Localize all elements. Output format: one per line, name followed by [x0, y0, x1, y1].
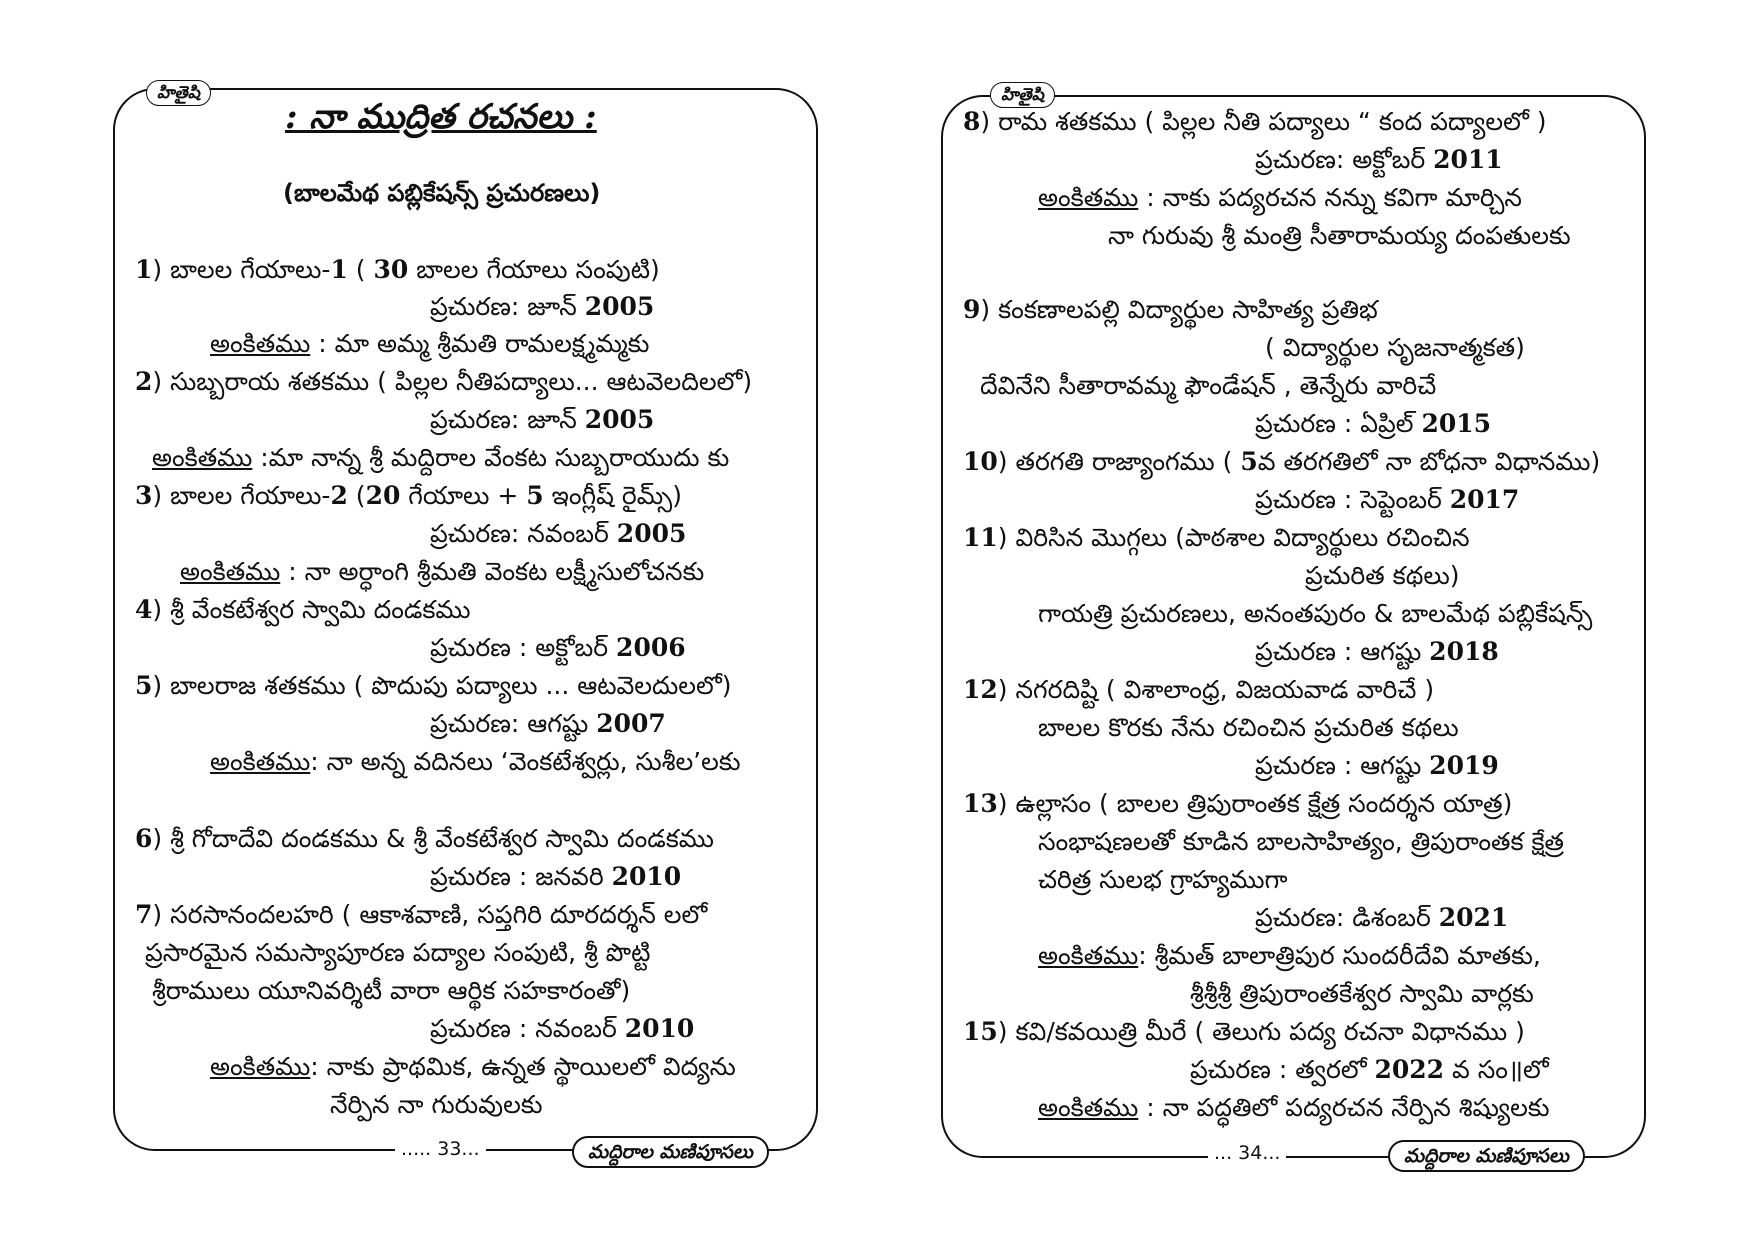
right-line-0: 8) రామ శతకము ( పిల్లల నీతి పద్యాలు “ కంద పద్యాలలో ) [963, 107, 1547, 136]
left-line-21: నేర్పిన నా గురువులకు [330, 1090, 543, 1119]
right-line-16: ప్రచురణ : ఆగష్టు 2019 [1255, 751, 1499, 780]
right-page-number: ... 34... [1208, 1142, 1286, 1164]
right-line-6: దేవినేని సీతారావమ్మ ఫౌండేషన్ , తెన్నేరు వారిచే [980, 371, 1437, 400]
right-line-25: అంకితము : నా పద్ధతిలో పద్యరచన నేర్పిన శిష్యులకు [1038, 1093, 1550, 1122]
left-page-number: ..... 33... [395, 1138, 486, 1160]
left-line-5: అంకితము :మా నాన్న శ్రీ మద్దిరాల వేంకట సుబ్బరాయుదు కు [152, 443, 730, 472]
left-page-title: : నా ముద్రిత రచనలు : [285, 97, 597, 137]
right-line-19: చరిత్ర సులభ గ్రాహ్యముగా [1038, 865, 1288, 894]
left-line-17: ప్రసారమైన సమస్యాపూరణ పద్యాల సంపుటి, శ్రీ పొట్టి [145, 938, 651, 967]
left-line-7: ప్రచురణ: నవంబర్ 2005 [430, 519, 687, 548]
right-line-20: ప్రచురణ: డిశంబర్ 2021 [1255, 903, 1509, 932]
right-line-3: నా గురువు శ్రీ మంత్రి సీతారామయ్య దంపతులకు [1108, 221, 1571, 250]
right-line-21: అంకితము: శ్రీమత్ బాలాత్రిపుర సుందరీదేవి మాతకు, [1038, 941, 1541, 970]
right-line-1: ప్రచురణ: అక్టోబర్ 2011 [1255, 145, 1503, 174]
left-line-11: 5) బాలరాజ శతకము ( పొదుపు పద్యాలు ... ఆటవెలదులలో) [135, 671, 732, 700]
left-line-4: ప్రచురణ: జూన్ 2005 [430, 405, 655, 434]
left-page-subtitle: (బాలమేథ పబ్లికేషన్స్ ప్రచురణలు) [283, 179, 601, 207]
right-line-4: 9) కంకణాలపల్లి విద్యార్థుల సాహిత్య ప్రతిభ [963, 295, 1378, 324]
left-line-18: శ్రీరాములు యూనివర్శిటీ వారా ఆర్థిక సహకారంతో) [152, 976, 631, 1005]
right-line-7: ప్రచురణ : ఏప్రిల్ 2015 [1255, 409, 1492, 438]
left-line-15: ప్రచురణ : జనవరి 2010 [430, 862, 682, 891]
left-line-0: 1) బాలల గేయాలు-1 ( 30 బాలల గేయాలు సంపుటి) [135, 255, 660, 284]
right-line-12: గాయత్రి ప్రచురణలు, అనంతపురం & బాలమేథ పబ్లికేషన్స్ [1038, 599, 1593, 628]
right-line-23: 15) కవి/కవయిత్రి మీరే ( తెలుగు పద్య రచనా విధానము ) [963, 1017, 1525, 1046]
right-header-tag: హితైషి [990, 82, 1055, 108]
left-line-14: 6) శ్రీ గోదాదేవి దండకము & శ్రీ వేంకటేశ్వర స్వామి దండకము [135, 824, 714, 853]
left-line-19: ప్రచురణ : నవంబర్ 2010 [430, 1014, 695, 1043]
right-line-5: ( విద్యార్థుల సృజనాత్మకత) [1265, 333, 1525, 362]
right-line-15: బాలల కొరకు నేను రచించిన ప్రచురిత కథలు [1038, 713, 1459, 742]
right-line-13: ప్రచురణ : ఆగష్టు 2018 [1255, 637, 1499, 666]
left-line-9: 4) శ్రీ వేంకటేశ్వర స్వామి దండకము [135, 595, 471, 624]
left-header-tag: హితైషి [146, 80, 211, 106]
right-line-2: అంకితము : నాకు పద్యరచన నన్ను కవిగా మార్చిన [1038, 183, 1522, 212]
left-line-2: అంకితము : మా అమ్మ శ్రీమతి రామలక్ష్మమ్మకు [210, 329, 650, 358]
right-line-11: ప్రచురిత కథలు) [1305, 561, 1460, 590]
left-line-16: 7) సరసానందలహరి ( ఆకాశవాణి, సప్తగిరి దూరదర్శన్ లలో [135, 900, 708, 929]
left-line-10: ప్రచురణ : అక్టోబర్ 2006 [430, 633, 686, 662]
right-line-9: ప్రచురణ : సెప్టెంబర్ 2017 [1255, 485, 1520, 514]
right-line-18: సంభాషణలతో కూడిన బాలసాహిత్యం, త్రిపురాంతక క్షేత్ర [1038, 827, 1564, 856]
left-line-13: అంకితము: నా అన్న వదినలు ‘వెంకటేశ్వర్లు, సుశీల’లకు [210, 747, 741, 776]
left-line-20: అంకితము: నాకు ప్రాథమిక, ఉన్నత స్థాయిలలో విద్యను [210, 1052, 736, 1081]
left-line-3: 2) సుబ్బరాయ శతకము ( పిల్లల నీతిపద్యాలు... ఆటవెలదిలలో) [135, 367, 753, 396]
left-line-1: ప్రచురణ: జూన్ 2005 [430, 292, 655, 321]
left-footer-tag: మద్దిరాల మణిపూసలు [572, 1136, 769, 1168]
left-line-6: 3) బాలల గేయాలు-2 (20 గేయాలు + 5 ఇంగ్లీష్ రైమ్స్) [135, 481, 682, 510]
right-line-14: 12) నగరదిష్టి ( విశాలాంధ్ర, విజయవాడ వారిచే ) [963, 675, 1435, 704]
right-footer-tag: మద్దిరాల మణిపూసలు [1388, 1140, 1585, 1172]
right-line-24: ప్రచురణ : త్వరలో 2022 వ సం॥లో [1190, 1055, 1549, 1084]
left-line-8: అంకితము : నా అర్ధాంగి శ్రీమతి వెంకట లక్ష్మీసులోచనకు [180, 557, 705, 586]
right-line-10: 11) విరిసిన మొగ్గలు (పాఠశాల విద్యార్థులు రచించిన [963, 523, 1470, 552]
right-line-8: 10) తరగతి రాజ్యాంగము ( 5వ తరగతిలో నా బోధనా విధానము) [963, 447, 1601, 476]
left-line-12: ప్రచురణ: ఆగష్టు 2007 [430, 709, 666, 738]
right-line-22: శ్రీశ్రీశ్రీ త్రిపురాంతకేశ్వర స్వామి వార్లకు [1190, 979, 1534, 1008]
right-line-17: 13) ఉల్లాసం ( బాలల త్రిపురాంతక క్షేత్ర సందర్శన యాత్ర) [963, 789, 1513, 818]
